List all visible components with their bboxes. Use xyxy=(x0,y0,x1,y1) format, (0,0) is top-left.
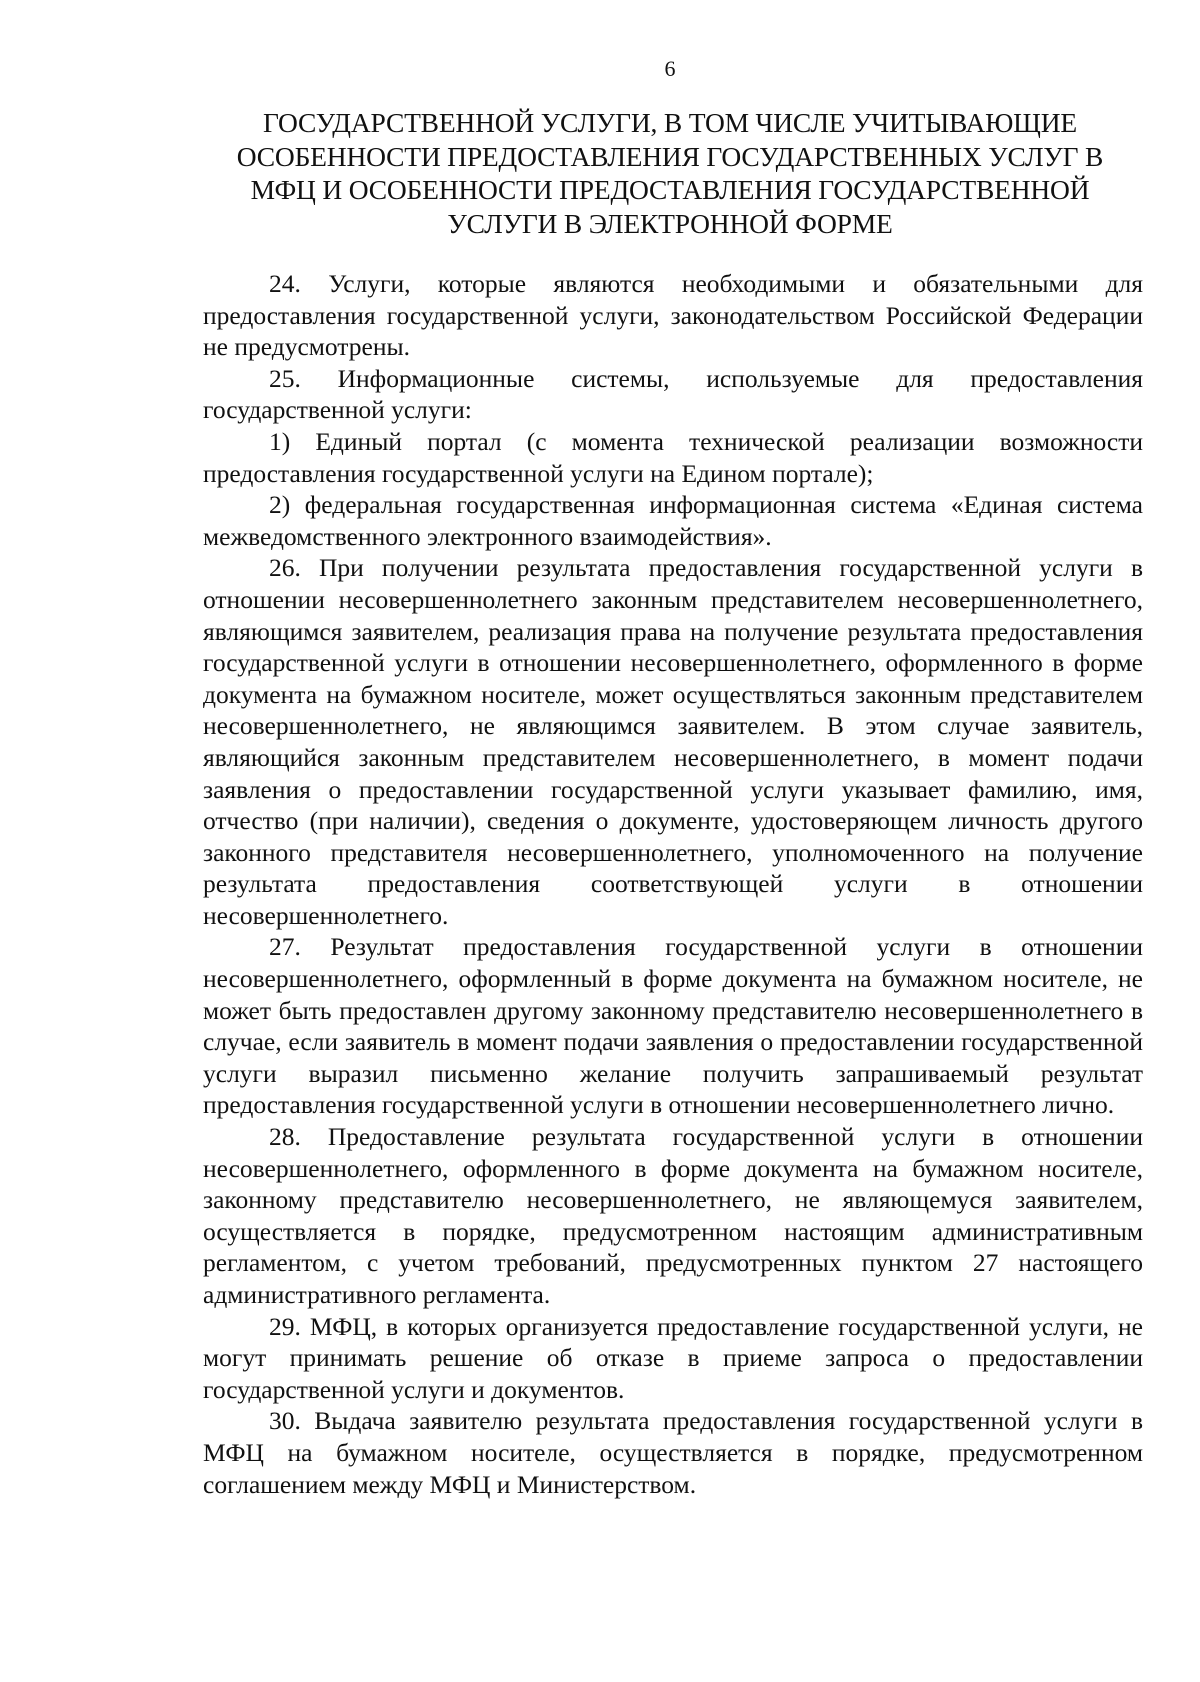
heading-line: УСЛУГИ В ЭЛЕКТРОННОЙ ФОРМЕ xyxy=(447,207,893,239)
paragraph-25-item-1: 1) Единый портал (с момента технической реализации возможности предоставления государственной услуги на Едином портале); xyxy=(203,426,1143,488)
paragraph-25: 25. Информационные системы, используемые для предоставления государственной услуги: xyxy=(203,363,1143,425)
page-number: 6 xyxy=(664,56,676,81)
document-body xyxy=(203,268,1143,1500)
paragraph-26: 26. При получении результата предоставления государственной услуги в отношении несовершеннолетнего законным представителем несовершеннолетнего, являющимся заявителем, реализация права на получение результата предоставления государственной услуги в отношении несовершеннолетнего, оформленного в форме документа на бумажном носителе, может осуществляться законным представителем несовершеннолетнего, не являющимся заявителем. В этом случае заявитель, являющийся законным представителем несовершеннолетнего, в момент подачи заявления о предоставлении государственной услуги указывает фамилию, имя, отчество (при наличии), сведения о документе, удостоверяющем личность другого законного представителя несовершеннолетнего, уполномоченного на получение результата предоставления соответствующей услуги в отношении несовершеннолетнего. xyxy=(203,553,1143,930)
heading-line: ГОСУДАРСТВЕННОЙ УСЛУГИ, В ТОМ ЧИСЛЕ УЧИТЫВАЮЩИЕ xyxy=(263,107,1077,138)
section-heading xyxy=(205,106,1135,240)
paragraph-24: 24. Услуги, которые являются необходимыми и обязательными для предоставления государственной услуги, законодательством Российской Федерации не предусмотрены. xyxy=(203,269,1143,362)
paragraph-25-item-2: 2) федеральная государственная информационная система «Единая система межведомственного электронного взаимодействия». xyxy=(203,490,1143,551)
paragraph-28: 28. Предоставление результата государственной услуги в отношении несовершеннолетнего, оформленного в форме документа на бумажном носителе, законному представителю несовершеннолетнего, не являющемуся заявителем, осуществляется в порядке, предусмотренном настоящим административным регламентом, с учетом требований, предусмотренных пунктом 27 настоящего административного регламента. xyxy=(203,1122,1143,1309)
heading-line: ОСОБЕННОСТИ ПРЕДОСТАВЛЕНИЯ ГОСУДАРСТВЕННЫХ УСЛУГ В xyxy=(236,140,1104,172)
paragraph-29: 29. МФЦ, в которых организуется предоставление государственной услуги, не могут принимать решение об отказе в приеме запроса о предоставлении государственной услуги и документов. xyxy=(203,1311,1143,1404)
heading-line: МФЦ И ОСОБЕННОСТИ ПРЕДОСТАВЛЕНИЯ ГОСУДАРСТВЕННОЙ xyxy=(250,174,1090,205)
paragraph-27: 27. Результат предоставления государственной услуги в отношении несовершеннолетнего, оформленный в форме документа на бумажном носителе, не может быть предоставлен другому законному представителю несовершеннолетнего в случае, если заявитель в момент подачи заявления о предоставлении государственной услуги выразил письменно желание получить запрашиваемый результат предоставления государственной услуги в отношении несовершеннолетнего лично. xyxy=(203,932,1143,1120)
paragraph-30: 30. Выдача заявителю результата предоставления государственной услуги в МФЦ на бумажном носителе, осуществляется в порядке, предусмотренном соглашением между МФЦ и Министерством. xyxy=(203,1406,1143,1499)
